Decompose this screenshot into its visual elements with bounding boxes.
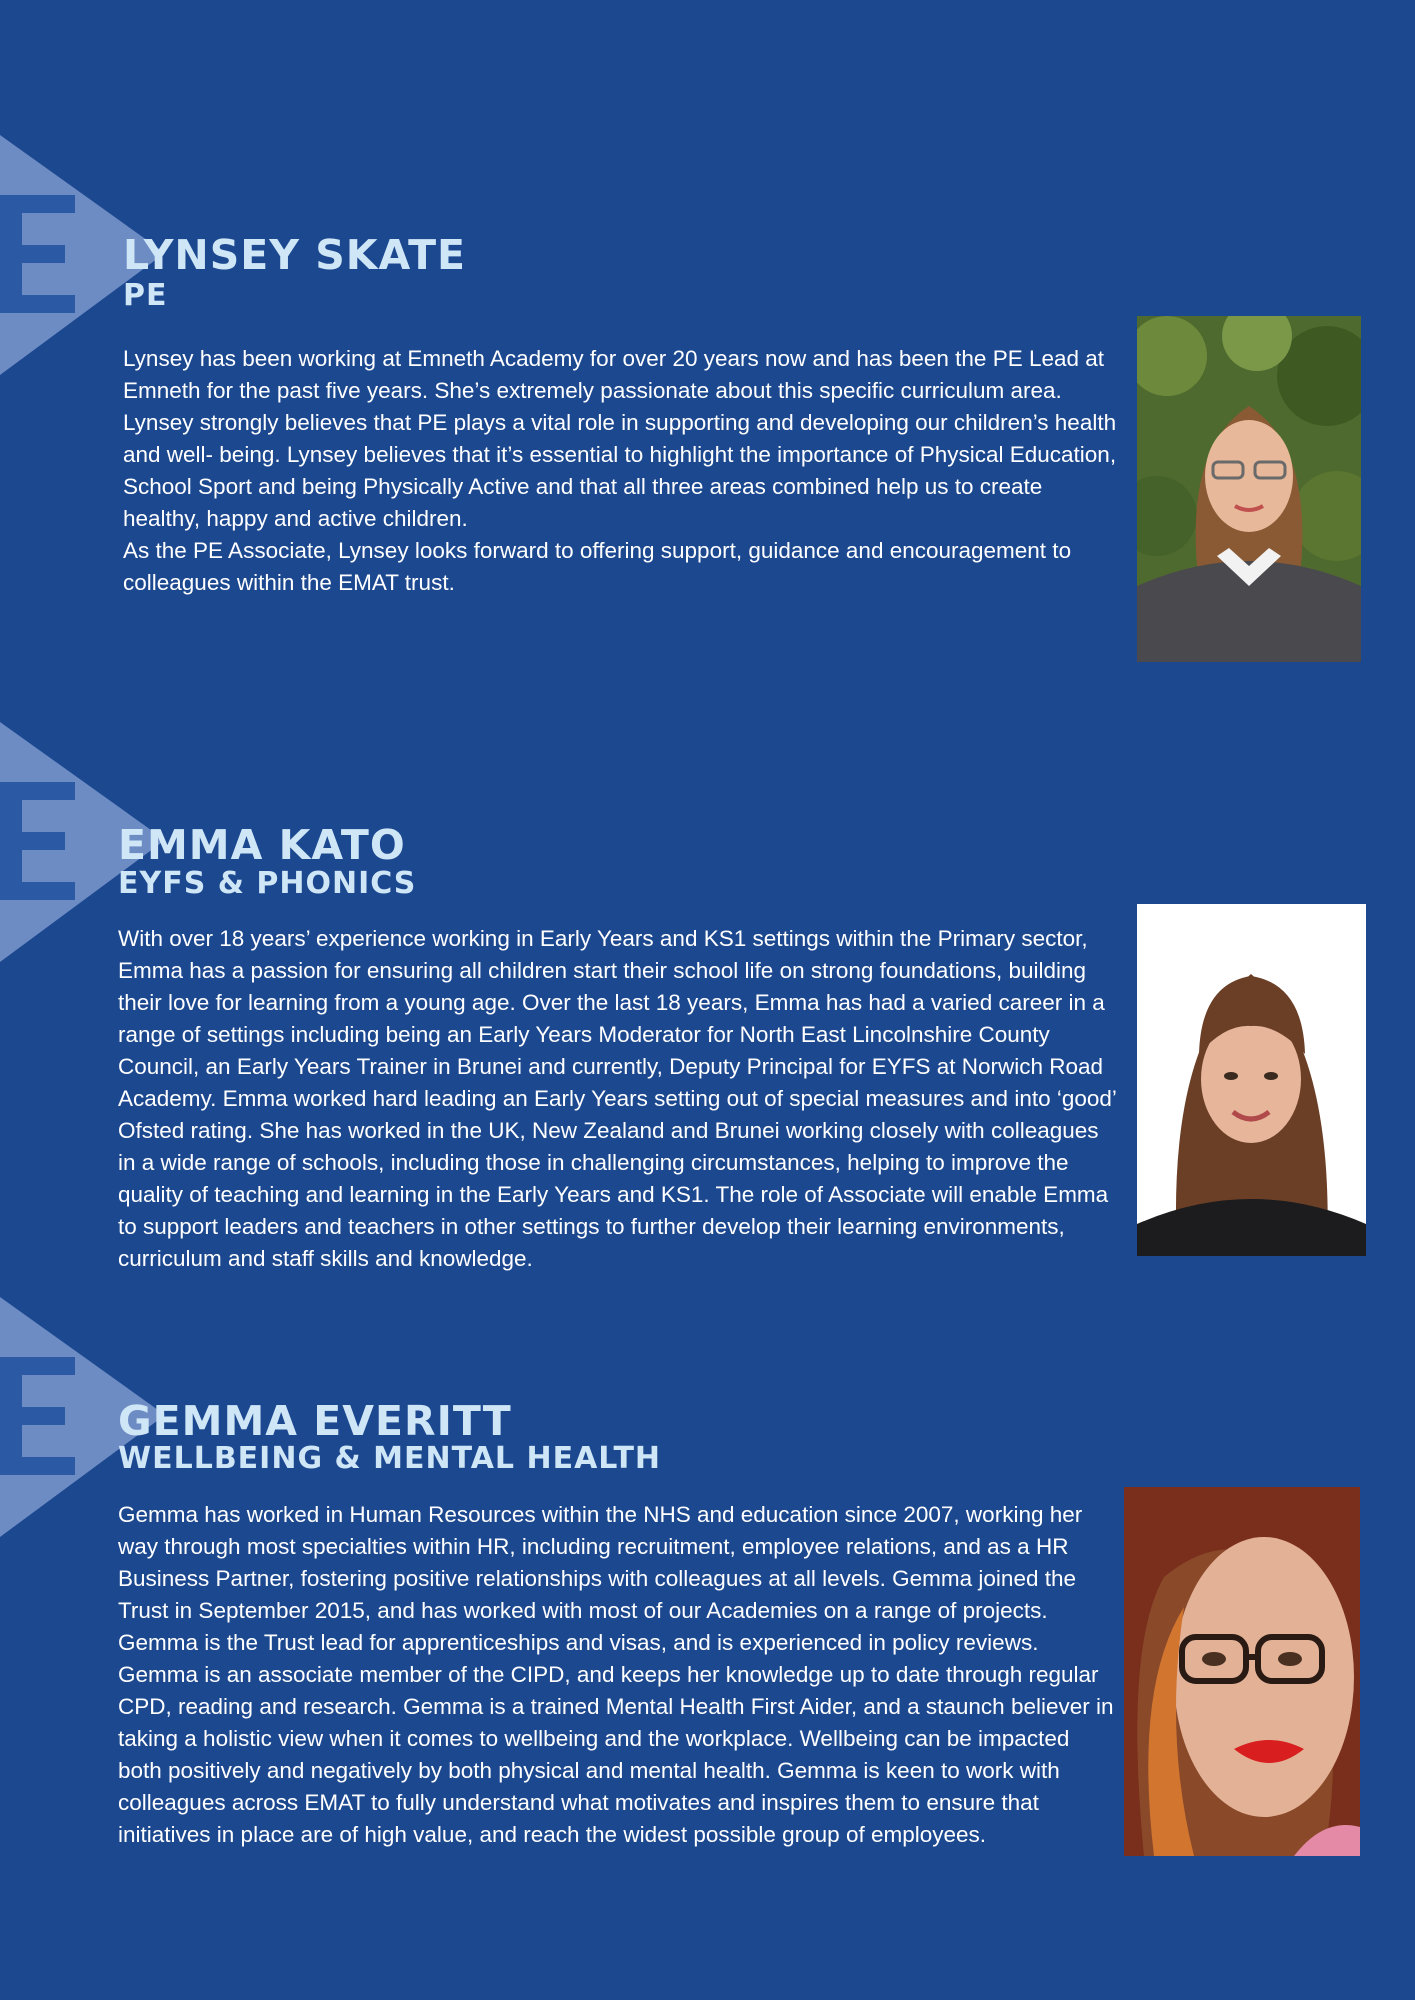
profile-bio	[118, 923, 1118, 1275]
profile-bio	[118, 1499, 1118, 1851]
profile-role: EYFS & PHONICS	[118, 866, 417, 901]
profile-name: EMMA KATO	[118, 821, 406, 869]
profile-name: GEMMA EVERITT	[118, 1397, 512, 1445]
bio-paragraph: As the PE Associate, Lynsey looks forward to offering support, guidance and encouragement to colleagues within the EMAT trust.	[123, 538, 1072, 595]
bio-paragraph: Gemma has worked in Human Resources within the NHS and education since 2007, working her way through most specialties within HR, including recruitment, employee relations, and as a HR Business Partner, fostering positive relationships with colleagues at all levels. Gemma joined the Trust in September 2015, and has worked with most of our Academies on a range of projects. Gemma is the Trust lead for apprenticeships and visas, and is experienced in policy reviews. Gemma is an associate member of the CIPD, and keeps her knowledge up to date through regular CPD, reading and research. Gemma is a trained Mental Health First Aider, and a staunch believer in taking a holistic view when it comes to wellbeing and the workplace. Wellbeing can be impacted both positively and negatively by both physical and mental health. Gemma is keen to work with colleagues across EMAT to fully understand what motivates and inspires them to ensure that initiatives in place are of high value, and reach the widest possible group of employees.	[118, 1502, 1114, 1847]
profile-photo	[1137, 904, 1366, 1256]
bio-paragraph: Lynsey strongly believes that PE plays a vital role in supporting and developing our children’s health and well- being. Lynsey believes that it’s essential to highlight the importance of Physical Education, School Sport and being Physically Active and that all three areas combined help us to create healthy, happy and active children.	[123, 410, 1117, 531]
bio-paragraph: With over 18 years’ experience working in Early Years and KS1 settings within the Primary sector, Emma has a passion for ensuring all children start their school life on strong foundations, building their love for learning from a young age. Over the last 18 years, Emma has had a varied career in a range of settings including being an Early Years Moderator for North East Lincolnshire County Council, an Early Years Trainer in Brunei and currently, Deputy Principal for EYFS at Norwich Road Academy. Emma worked hard leading an Early Years setting out of special measures and into ‘good’ Ofsted rating. She has worked in the UK, New Zealand and Brunei working closely with colleagues in a wide range of schools, including those in challenging circumstances, helping to improve the quality of teaching and learning in the Early Years and KS1. The role of Associate will enable Emma to support leaders and teachers in other settings to further develop their learning environments, curriculum and staff skills and knowledge.	[118, 926, 1117, 1271]
profile-role: WELLBEING & MENTAL HEALTH	[118, 1441, 662, 1476]
profile-role: PE	[123, 278, 168, 313]
profile-name: LYNSEY SKATE	[123, 231, 467, 279]
profile-photo	[1124, 1487, 1360, 1856]
bio-paragraph: Lynsey has been working at Emneth Academy for over 20 years now and has been the PE Lead at Emneth for the past five years. She’s extremely passionate about this specific curriculum area.	[123, 346, 1105, 403]
profile-photo	[1137, 316, 1361, 662]
profile-bio	[123, 343, 1123, 599]
